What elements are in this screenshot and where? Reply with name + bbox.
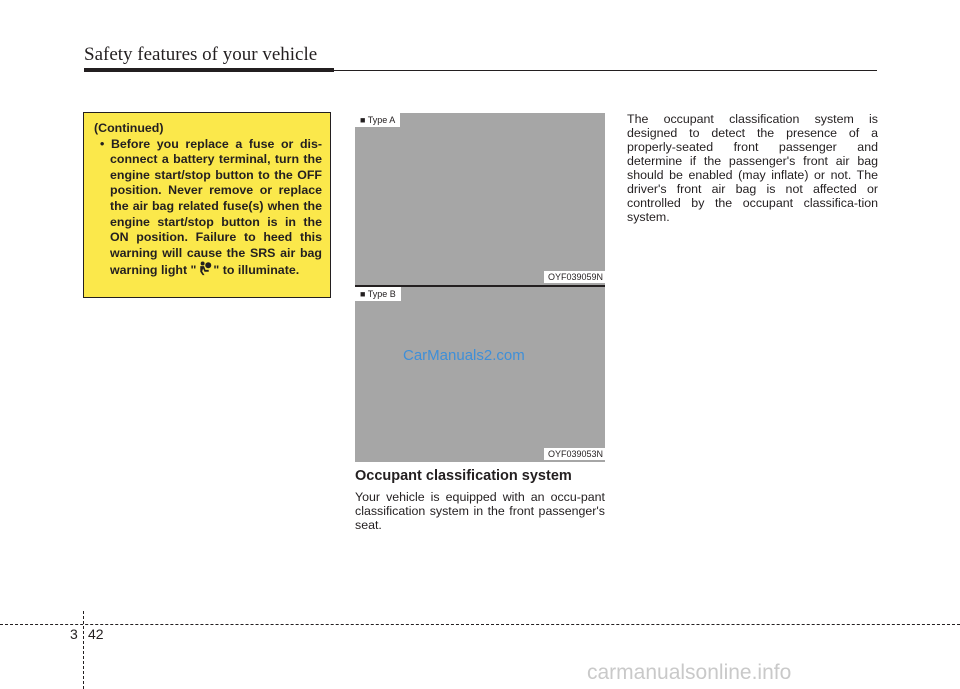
footer-vertical-rule [83, 611, 84, 689]
figure-b-code: OYF039053N [544, 448, 605, 460]
figure-a-code: OYF039059N [544, 271, 605, 283]
footer-watermark: carmanualsonline.info [587, 661, 792, 684]
right-column-body: The occupant classification system is designed to detect the presence of a properly-seated front passenger and determine if the passenger's front air bag should be enabled (may inflate) or not. The driver's front air bag is not affected or controlled by the occupant classifica-tion system. [627, 112, 878, 224]
header-rule-thick [84, 68, 334, 72]
footer-rule [0, 624, 960, 625]
airbag-warning-icon [197, 261, 212, 276]
warning-text-part-1: Before you replace a fuse or dis-connect a battery terminal, turn the engine start/stop button to the OFF position. Never remove or replace the air bag related fuse(s) when the engine start/stop button is in the ON position. Failure to heed this warning will cause the SRS air bag warning light " [110, 136, 322, 278]
figure-b-type-label: ■ Type B [355, 287, 401, 301]
header-rule-thin [334, 70, 877, 71]
warning-box [83, 112, 331, 298]
figure-type-a [355, 113, 605, 285]
warning-text-part-2: " to illuminate. [213, 263, 300, 278]
figure-a-type-label: ■ Type A [355, 113, 400, 127]
section-body: Your vehicle is equipped with an occu-pant classification system in the front passenger's seat. [355, 490, 605, 532]
figure-type-b [355, 287, 605, 462]
chapter-number: 3 [70, 626, 78, 642]
warning-bullet-text: • Before you replace a fuse or dis-connect a battery terminal, turn the engine start/stop button to the OFF position. Never remove or replace the air bag related fuse(s) when the engine start/stop button is in the ON position. Failure to heed this warning will cause the SRS air bag warning light " " to illuminate. [100, 136, 322, 278]
page-header-title: Safety features of your vehicle [84, 44, 318, 65]
page-number: 42 [88, 626, 104, 642]
section-heading: Occupant classification system [355, 468, 572, 484]
inline-watermark: CarManuals2.com [403, 347, 525, 364]
warning-continued-label: (Continued) [94, 121, 164, 135]
